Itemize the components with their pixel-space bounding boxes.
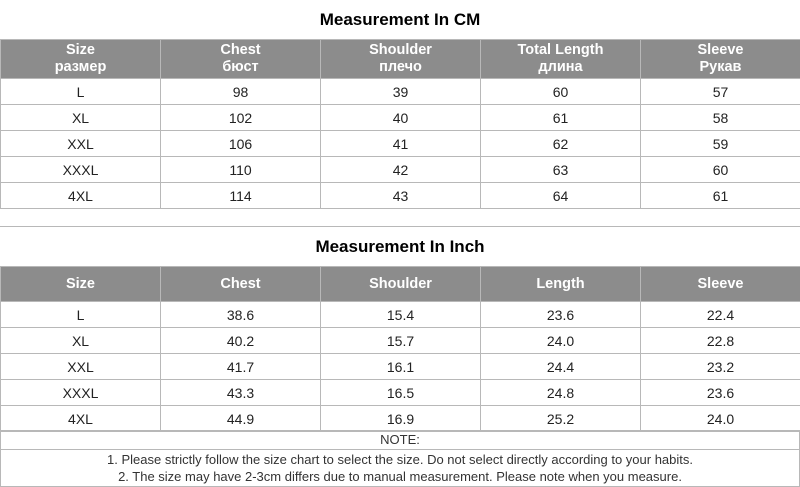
cell-sleeve: 61 — [641, 183, 800, 209]
cell-shoulder: 39 — [321, 79, 481, 105]
cell-size: L — [1, 79, 161, 105]
inch-header-chest: Chest — [161, 267, 321, 302]
cell-shoulder: 16.5 — [321, 380, 481, 406]
cell-chest: 38.6 — [161, 302, 321, 328]
cell-length: 24.8 — [481, 380, 641, 406]
inch-header-row — [1, 267, 800, 302]
cell-size: 4XL — [1, 183, 161, 209]
cell-chest: 43.3 — [161, 380, 321, 406]
cell-length: 23.6 — [481, 302, 641, 328]
cell-sleeve: 23.2 — [641, 354, 800, 380]
cm-section-title: Measurement In CM — [0, 10, 800, 30]
cell-shoulder: 15.4 — [321, 302, 481, 328]
inch-header-length: Length — [481, 267, 641, 302]
cell-size: XL — [1, 105, 161, 131]
cm-table — [0, 39, 800, 209]
cell-length: 25.2 — [481, 406, 641, 432]
cell-size: L — [1, 302, 161, 328]
cell-chest: 98 — [161, 79, 321, 105]
cell-size: XXXL — [1, 380, 161, 406]
cm-header-sleeve: Sleeve Рукав — [641, 40, 800, 79]
inch-header-sleeve: Sleeve — [641, 267, 800, 302]
cell-chest: 44.9 — [161, 406, 321, 432]
table-row — [1, 183, 800, 209]
cell-shoulder: 42 — [321, 157, 481, 183]
cell-length: 63 — [481, 157, 641, 183]
cell-size: XL — [1, 328, 161, 354]
cell-size: XXL — [1, 131, 161, 157]
note-line-1: 1. Please strictly follow the size chart to select the size. Do not select directly according to your habits. — [0, 452, 800, 467]
cell-length: 60 — [481, 79, 641, 105]
cell-chest: 114 — [161, 183, 321, 209]
cell-sleeve: 22.8 — [641, 328, 800, 354]
cm-header-shoulder: Shoulder плечо — [321, 40, 481, 79]
inch-section-title: Measurement In Inch — [0, 237, 800, 257]
cell-size: 4XL — [1, 406, 161, 432]
table-row — [1, 131, 800, 157]
cell-length: 61 — [481, 105, 641, 131]
cell-length: 64 — [481, 183, 641, 209]
cell-chest: 102 — [161, 105, 321, 131]
table-row — [1, 328, 800, 354]
cell-shoulder: 16.1 — [321, 354, 481, 380]
inch-header-size: Size — [1, 267, 161, 302]
table-row — [1, 105, 800, 131]
inch-header-shoulder: Shoulder — [321, 267, 481, 302]
cell-sleeve: 24.0 — [641, 406, 800, 432]
table-row — [1, 302, 800, 328]
cell-sleeve: 59 — [641, 131, 800, 157]
cell-sleeve: 22.4 — [641, 302, 800, 328]
cell-shoulder: 16.9 — [321, 406, 481, 432]
cell-length: 62 — [481, 131, 641, 157]
table-row — [1, 354, 800, 380]
table-row — [1, 406, 800, 432]
cell-chest: 106 — [161, 131, 321, 157]
cell-shoulder: 41 — [321, 131, 481, 157]
note-line-2: 2. The size may have 2-3cm differs due to manual measurement. Please note when you measure. — [0, 469, 800, 484]
section-divider — [0, 226, 800, 227]
cell-size: XXXL — [1, 157, 161, 183]
inch-table — [0, 266, 800, 432]
cell-chest: 41.7 — [161, 354, 321, 380]
notes-heading: NOTE: — [0, 432, 800, 447]
table-row — [1, 79, 800, 105]
cm-header-size: Size размер — [1, 40, 161, 79]
cm-header-chest: Chest бюст — [161, 40, 321, 79]
cell-length: 24.4 — [481, 354, 641, 380]
cell-length: 24.0 — [481, 328, 641, 354]
cell-shoulder: 15.7 — [321, 328, 481, 354]
cm-header-length: Total Length длина — [481, 40, 641, 79]
cell-chest: 40.2 — [161, 328, 321, 354]
cell-sleeve: 60 — [641, 157, 800, 183]
cell-shoulder: 40 — [321, 105, 481, 131]
cell-shoulder: 43 — [321, 183, 481, 209]
cell-sleeve: 58 — [641, 105, 800, 131]
cell-sleeve: 57 — [641, 79, 800, 105]
cell-chest: 110 — [161, 157, 321, 183]
table-row — [1, 380, 800, 406]
table-row — [1, 157, 800, 183]
cell-size: XXL — [1, 354, 161, 380]
cm-header-row — [1, 40, 800, 79]
notes-divider — [0, 449, 800, 450]
cell-sleeve: 23.6 — [641, 380, 800, 406]
